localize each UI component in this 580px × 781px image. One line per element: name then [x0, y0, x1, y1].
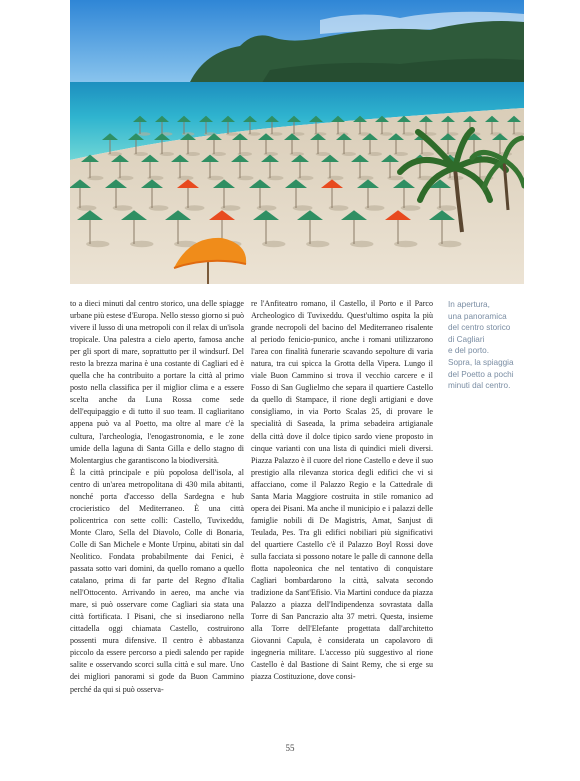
caption-line: e del porto.: [448, 346, 489, 356]
article-column-right: [251, 298, 433, 684]
paragraph: È la città principale e più popolosa dell'isola, al centro di un'area metropolitana di 430 mila abitanti, nonché porta d'accesso della Sardegna e hub crocieristico del Mediterraneo. È una città policentrica con sette colli: Castello, Tuvixeddu, Monte Claro, Sella del Diavolo, Colle di Bonaria, Colle di San Michele e Monte Urpinu, abitati sin dal Neolitico. Fondata probabilmente dai Fenici, è passata sotto vari domini, da quello romano a quello catalano, prima di far parte del Regno d'Italia nell'Ottocento. Arrivando in aereo, ma anche via mare, si può osservare come Cagliari sia stata una città fortificata. I Pisani, che si insediarono nella cittadella oggi chiamata Castello, costruirono possenti mura difensive. Il centro è abbastanza piccolo da essere percorso a piedi salendo per rapide salite e osservando scorci sulla città e sul mare. Uno dei migliori panorami si gode da Buon Cammino perché da qui si può osserva-: [70, 467, 244, 694]
paragraph: re l'Anfiteatro romano, il Castello, il Porto e il Parco Archeologico di Tuvixeddu. Quest'ultimo ospita la più grande necropoli del bacino del Mediterraneo risalente al periodo fenicio-punico, anche i romani utilizzarono l'area con finalità funerarie scavando sepolture di varia natura, tra cui spicca la Grotta della Vipera. Lungo il viale Buon Cammino si trova il vecchio carcere e il Fosso di San Guglielmo che separa il quartiere Castello da quello di Stampace, il rione degli artigiani e dove consigliamo, in via Porto Scalas 25, di provare le specialità di Saseada, la prima sebadeira artigianale della città dove il dolce tipico sardo viene proposto in cinque varianti con una lista di quindici mieli diversi. Piazza Palazzo è il cuore del rione Castello e deve il suo prestigio alla rilevanza storica degli edifici che vi si affacciano, come il Palazzo Regio e la Cattedrale di Santa Maria Maggiore costruita in stile romanico ad opera dei Pisani. Ma anche il municipio e i palazzi delle famiglie nobili di De Magistris, Amat, Sanjust di Teulada, Pes. Tra gli edifici nobiliari più significativi del quartiere Castello c'è il Palazzo Boyl Rossi dove sulla facciata si possono notare le palle di cannone della flotta napoleonica che nel tentativo di conquistare Cagliari bombardarono la città, salvata secondo tradizione da Sant'Efisio. Via Martini conduce da piazza Palazzo a piazza dell'Indipendenza sovrastata dalla Torre di San Pancrazio alta 37 metri. Questa, insieme alla Torre dell'Elefante progettata dall'architetto Giovanni Capula, è considerata un capolavoro di ingegneria militare. L'accesso più suggestivo al rione Castello è dal Bastione di Saint Remy, che si erge su piazza Costituzione, dove consi-: [251, 299, 433, 682]
caption-line: del Poetto a pochi: [448, 369, 514, 379]
photo-caption: [448, 299, 532, 392]
caption-line: del centro storico: [448, 323, 511, 333]
caption-line: minuti dal centro.: [448, 381, 511, 391]
caption-line: di Cagliari: [448, 334, 485, 344]
page-number: 55: [285, 743, 295, 753]
beach-photo-illustration: [70, 0, 524, 284]
caption-line: In apertura,: [448, 300, 490, 309]
caption-line: Sopra, la spiaggia: [448, 357, 514, 367]
caption-line: una panoramica: [448, 311, 507, 321]
beach-photo: [70, 0, 524, 284]
article-column-left: [70, 298, 244, 696]
paragraph: to a dieci minuti dal centro storico, una delle spiagge urbane più estese d'Europa. Nello stesso giorno si può vivere il lusso di una metropoli con il relax di un'isola tropicale. Una palestra a cielo aperto, famosa anche per gli sport di mare, soprattutto per il windsurf. Del resto la brezza marina è una costante di Cagliari ed è quella che ha contribuito a portare la città al primo posto nella classifica per il miglior clima e a essere scelta anche da Luna Rossa come sede dell'equipaggio e di tutto il suo team. Il cagliaritano appena può va al Poetto, ma oltre al mare c'è la cultura, l'archeologia, l'enogastronomia, e le zone umide della laguna di Santa Gilla e dello stagno di Molentargius che garantiscono la biodiversità.: [70, 299, 244, 465]
